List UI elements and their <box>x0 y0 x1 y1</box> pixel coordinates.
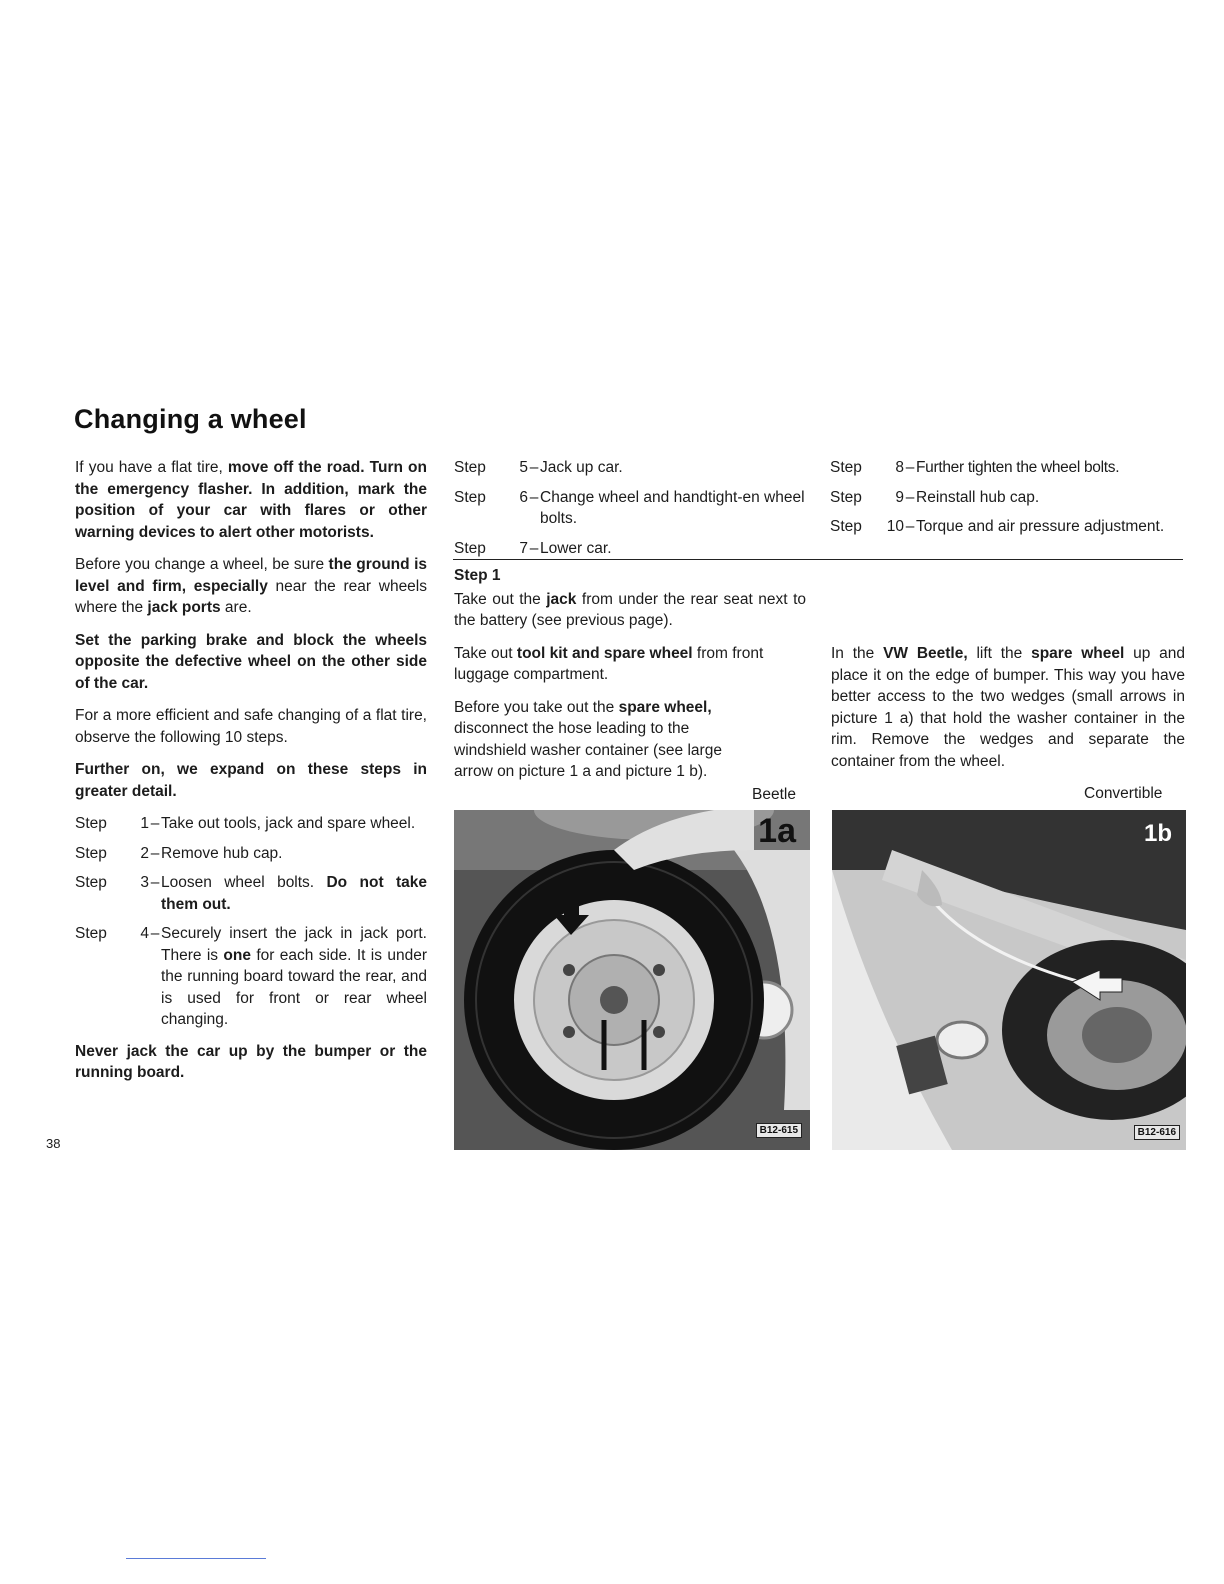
step-number: 10 <box>886 518 904 535</box>
step-item-6 <box>454 487 806 530</box>
tool-kit-paragraph <box>454 643 806 686</box>
warning-paragraph: Never jack the car up by the bumper or the running board. <box>75 1042 427 1081</box>
step-number: 5 <box>519 459 528 476</box>
step-text: Further tighten the wheel bolts. <box>916 459 1120 476</box>
efficiency-paragraph: For a more efficient and safe changing of a flat tire, observe the following 10 steps. <box>75 707 427 746</box>
spare-wheel-text-2: disconnect the hose leading to the windshield washer container (see large arrow on picture 1 a and picture 1 b). <box>454 720 722 780</box>
step-text <box>161 872 427 915</box>
tool-kit-bold-text: tool kit and spare wheel <box>516 644 693 662</box>
step-number: 3 <box>140 874 149 891</box>
step-number: 2 <box>140 844 149 862</box>
right-steps <box>830 457 1186 546</box>
step-label: Step <box>75 925 107 942</box>
step-text: Reinstall hub cap. <box>916 488 1040 506</box>
middle-column <box>454 565 806 783</box>
step-label: Step <box>75 844 107 862</box>
step-number: 8 <box>895 459 904 476</box>
step1-heading: Step 1 <box>454 567 501 584</box>
step-label: Step <box>830 459 862 476</box>
step-text <box>161 923 427 1031</box>
step-item-9 <box>830 487 1186 509</box>
step-label: Step <box>454 488 486 506</box>
tool-kit-text-2: from front luggage compartment. <box>454 644 764 683</box>
step-item-5 <box>454 457 806 479</box>
step-dash: – <box>529 539 539 557</box>
step-text <box>161 843 427 865</box>
step-dash: – <box>905 459 915 476</box>
ground-text-3: are. <box>220 599 252 616</box>
ground-text: Before you change a wheel, be sure <box>75 556 329 573</box>
step-label: Step <box>830 488 862 506</box>
vw-beetle-bold-text: VW Beetle, <box>883 645 968 662</box>
jack-bold-text: jack <box>546 590 577 608</box>
left-column <box>75 457 427 1095</box>
further-on-paragraph: Further on, we expand on these steps in greater detail. <box>75 761 427 800</box>
beetle-text-2: lift the <box>967 645 1032 662</box>
step-number: 6 <box>519 488 528 506</box>
step-label: Step <box>830 518 862 535</box>
ground-text-2: near the rear wheels where the <box>75 577 427 616</box>
jack-text: Take out the <box>454 590 547 608</box>
spare-wheel-bold-text: spare wheel, <box>618 698 712 716</box>
intro-bold-text: move off the road. Turn on the emergency flasher. In addition, mark the position of your car with flares or other warning devices to alert other motorists. <box>75 459 427 541</box>
tool-kit-text: Take out <box>454 644 517 662</box>
intro-paragraph <box>75 457 427 543</box>
trunk-illustration <box>832 810 1186 1150</box>
step-dash: – <box>150 815 160 832</box>
step-label: Step <box>75 815 107 832</box>
step-dash: – <box>905 518 915 535</box>
photo-code-1a: B12-615 <box>756 1123 802 1138</box>
horizontal-divider <box>453 559 1183 560</box>
step-text-part: Loosen wheel bolts. <box>161 874 327 891</box>
step-text: Torque and air pressure adjustment. <box>916 518 1165 535</box>
jack-paragraph <box>454 589 806 632</box>
step-dash: – <box>529 459 539 476</box>
photo-1b <box>832 810 1186 1150</box>
spare-wheel-bold-text: spare wheel <box>1031 645 1125 662</box>
step-item-2 <box>75 843 427 865</box>
photo-code-1b: B12-616 <box>1134 1125 1180 1140</box>
step-number: 1 <box>140 815 149 832</box>
step-item-7 <box>454 538 806 560</box>
photo-1a <box>454 810 810 1150</box>
jack-ports-text: jack ports <box>147 599 221 616</box>
beetle-text-3: up and place it on the edge of bumper. This way you have better access to the two wedges (small arrows in picture 1 a) that hold the washer container in the rim. Remove the wedges and separate the container from the wheel. <box>831 645 1185 770</box>
step-item-3 <box>75 872 427 915</box>
parking-brake-paragraph: Set the parking brake and block the wheels opposite the defective wheel on the other side of the car. <box>75 631 427 692</box>
photo-label-1a: 1a <box>758 812 796 850</box>
step-bold-text: Do not take them out. <box>161 874 427 913</box>
step-label: Step <box>454 539 486 557</box>
step-text-part: Securely insert the jack in jack port. There is <box>161 925 427 964</box>
beetle-paragraph <box>831 643 1185 772</box>
footer-rule <box>126 1558 266 1559</box>
step-text-part: Remove hub cap. <box>161 844 283 862</box>
step-dash: – <box>905 488 915 506</box>
step-number: 7 <box>519 539 528 557</box>
intro-text: If you have a flat tire, <box>75 459 228 476</box>
step-bold-text: one <box>223 946 251 964</box>
step-text <box>161 813 427 835</box>
ground-paragraph <box>75 554 427 619</box>
step-text: Jack up car. <box>540 459 623 476</box>
beetle-text: In the <box>831 645 884 662</box>
convertible-caption: Convertible <box>1084 785 1163 802</box>
photo-label-1b: 1b <box>1143 820 1172 847</box>
right-column <box>831 643 1185 772</box>
jack-text-2: from under the rear seat next to the battery (see previous page). <box>454 590 806 629</box>
spare-wheel-text: Before you take out the <box>454 698 619 716</box>
step-number: 4 <box>140 925 149 942</box>
step-text-part-2: for each side. It is under the running board toward the rear, and is used for front or rear wheel changing. <box>161 946 427 1028</box>
step-item-10 <box>830 516 1186 538</box>
step-dash: – <box>150 925 160 942</box>
middle-steps <box>454 457 806 567</box>
step-item-1 <box>75 813 427 835</box>
step-item-8 <box>830 457 1186 479</box>
spare-wheel-paragraph <box>454 697 722 783</box>
step-text: Lower car. <box>540 539 612 557</box>
step-number: 9 <box>895 488 904 506</box>
step-dash: – <box>529 488 539 506</box>
step-text-part: Take out tools, jack and spare wheel. <box>161 815 416 832</box>
step-dash: – <box>150 874 160 891</box>
tire-illustration <box>454 810 810 1150</box>
step-text: Change wheel and handtight-en wheel bolts. <box>540 488 805 527</box>
step-label: Step <box>454 459 486 476</box>
step-label: Step <box>75 874 107 891</box>
page-number: 38 <box>46 1136 61 1151</box>
beetle-caption: Beetle <box>752 786 796 803</box>
step-dash: – <box>150 844 160 862</box>
ground-bold-text: the ground is level and firm, especially <box>75 556 427 595</box>
step-item-4 <box>75 923 427 1031</box>
page-title: Changing a wheel <box>74 404 307 434</box>
